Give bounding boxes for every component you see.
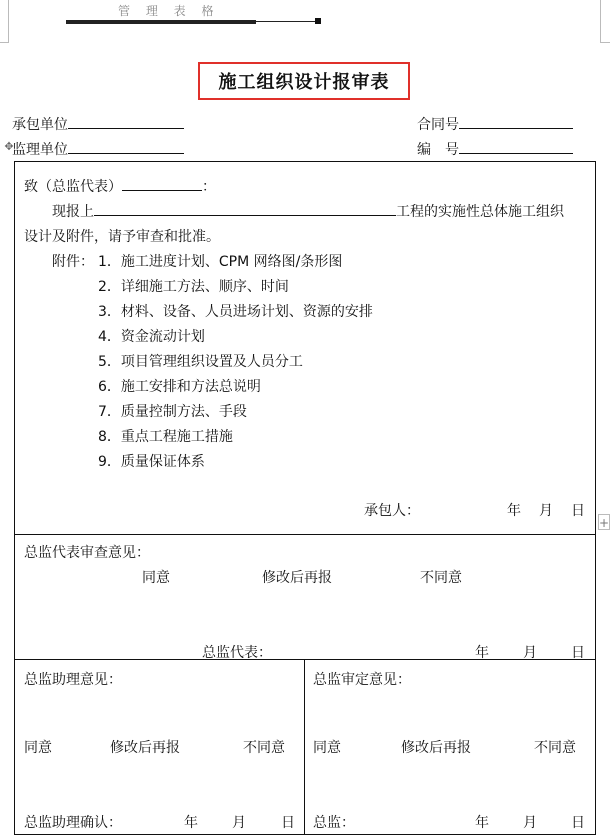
date-year: 年 [475,815,489,831]
option-agree[interactable]: 同意 [24,740,52,756]
to-colon: ： [202,179,216,195]
assistant-signer-label: 总监助理确认： [24,815,122,831]
to-label: 致（总监代表） [24,179,122,195]
table-divider-vertical [304,659,305,835]
form-title [198,62,410,100]
move-icon[interactable]: ✥ [4,140,14,153]
option-revise[interactable]: 修改后再报 [401,740,471,756]
page-corner-left [0,0,9,43]
option-revise[interactable]: 修改后再报 [262,570,332,586]
to-blank[interactable] [122,176,202,191]
option-disagree[interactable]: 不同意 [243,740,285,756]
date-year: 年 [475,645,489,661]
table-divider-1 [14,534,596,535]
attachments-label: 附件： [52,254,94,270]
table-divider-2 [14,659,596,660]
header-rule-thin [256,21,316,22]
option-agree[interactable]: 同意 [142,570,170,586]
date-month: 月 [523,645,537,661]
contract-no-field [417,114,573,134]
submit-line [52,201,564,221]
option-revise[interactable]: 修改后再报 [110,740,180,756]
plus-icon[interactable]: + [599,516,610,530]
attachment-item: 2．详细施工方法、顺序、时间 [98,279,289,295]
contractor-blank[interactable] [68,114,184,129]
date-month: 月 [523,815,537,831]
rep-signer-label: 总监代表： [202,645,272,661]
submit-suffix: 工程的实施性总体施工组织 [396,204,564,220]
attachment-item: 8．重点工程施工措施 [98,429,233,445]
attachment-item: 6．施工安排和方法总说明 [98,379,261,395]
attachment-item: 3．材料、设备、人员进场计划、资源的安排 [98,304,373,320]
header-rule-thick [66,20,256,24]
contractor-field [12,114,184,134]
form-title-text: 施工组织设计报审表 [218,72,390,93]
option-agree[interactable]: 同意 [313,740,341,756]
header-rule-end [315,18,321,24]
attachment-item: 9．质量保证体系 [98,454,205,470]
supervisor-label: 监理单位 [12,142,68,158]
submit-prefix: 现报上 [52,204,94,220]
rep-review-heading: 总监代表审查意见： [24,545,150,561]
date-day: 日 [281,815,295,831]
chief-signer-label: 总监： [313,815,355,831]
attachment-item: 1．施工进度计划、CPM 网络图/条形图 [98,254,343,270]
date-month: 月 [539,503,553,519]
serial-blank[interactable] [459,139,573,154]
contractor-signer-label: 承包人： [364,503,420,519]
contract-no-blank[interactable] [459,114,573,129]
contract-no-label: 合同号 [417,117,459,133]
assistant-opinion-heading: 总监助理意见： [24,672,122,688]
header-text: 管 理 表 格 [118,4,220,18]
page-corner-right [600,0,610,43]
supervisor-field [12,139,184,159]
contractor-label: 承包单位 [12,117,68,133]
date-day: 日 [571,815,585,831]
date-year: 年 [507,503,521,519]
serial-field [417,139,573,159]
project-blank[interactable] [94,201,396,216]
attachment-item: 4．资金流动计划 [98,329,205,345]
serial-label: 编 号 [417,142,459,158]
date-day: 日 [571,645,585,661]
chief-approval-heading: 总监审定意见： [313,672,411,688]
date-year: 年 [184,815,198,831]
supervisor-blank[interactable] [68,139,184,154]
date-month: 月 [232,815,246,831]
submit-line-2: 设计及附件，请予审查和批准。 [24,229,220,245]
attachment-item: 5．项目管理组织设置及人员分工 [98,354,303,370]
option-disagree[interactable]: 不同意 [534,740,576,756]
attachment-item: 7．质量控制方法、手段 [98,404,247,420]
to-line [24,176,216,196]
date-day: 日 [571,503,585,519]
option-disagree[interactable]: 不同意 [420,570,462,586]
